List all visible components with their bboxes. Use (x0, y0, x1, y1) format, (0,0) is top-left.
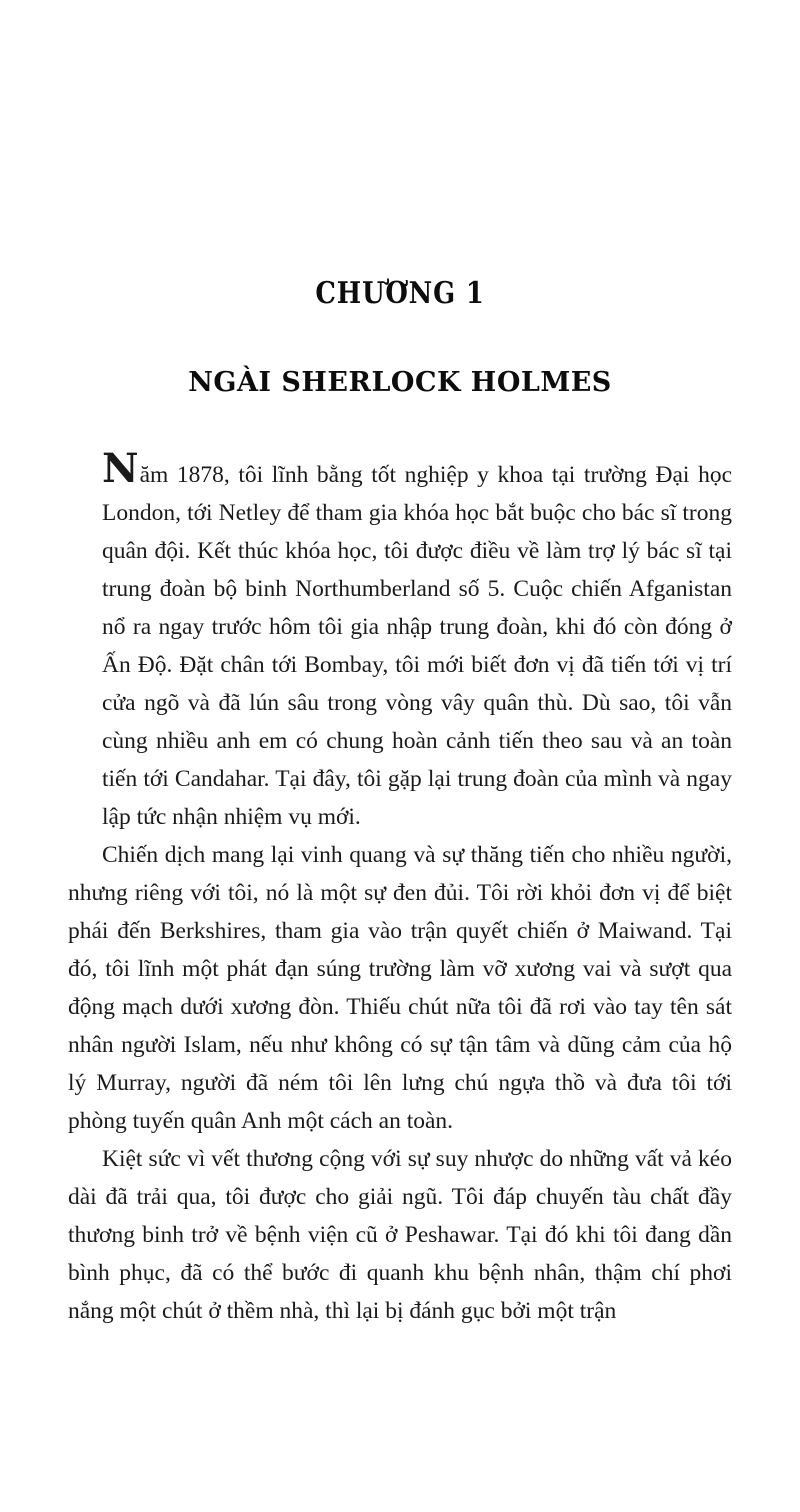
paragraph: Năm 1878, tôi lĩnh bằng tốt nghiệp y khoa tại trường Đại học London, tới Netley để tham gia khóa học bắt buộc cho bác sĩ trong quân đội. Kết thúc khóa học, tôi được điều về làm trợ lý bác sĩ tại trung đoàn bộ binh Northumberland số 5. Cuộc chiến Afganistan nổ ra ngay trước hôm tôi gia nhập trung đoàn, khi đó còn đóng ở Ấn Độ. Đặt chân tới Bombay, tôi mới biết đơn vị đã tiến tới vị trí cửa ngõ và đã lún sâu trong vòng vây quân thù. Dù sao, tôi vẫn cùng nhiều anh em có chung hoàn cảnh tiến theo sau và an toàn tiến tới Candahar. Tại đây, tôi gặp lại trung đoàn của mình và ngay lập tức nhận nhiệm vụ mới. (102, 445, 732, 830)
book-page (0, 276, 800, 1512)
chapter-number: CHƯƠNG 1 (315, 276, 485, 311)
body-text (68, 445, 732, 1330)
chapter-title: NGÀI SHERLOCK HOLMES (188, 367, 612, 398)
paragraph: Chiến dịch mang lại vinh quang và sự thăng tiến cho nhiều người, nhưng riêng với tôi, nó là một sự đen đủi. Tôi rời khỏi đơn vị để biệt phái đến Berkshires, tham gia vào trận quyết chiến ở Maiwand. Tại đó, tôi lĩnh một phát đạn súng trường làm vỡ xương vai và sượt qua động mạch dưới xương đòn. Thiếu chút nữa tôi đã rơi vào tay tên sát nhân người Islam, nếu như không có sự tận tâm và dũng cảm của hộ lý Murray, người đã ném tôi lên lưng chú ngựa thồ và đưa tôi tới phòng tuyến quân Anh một cách an toàn. (68, 842, 732, 1134)
paragraph: Kiệt sức vì vết thương cộng với sự suy nhược do những vất vả kéo dài đã trải qua, tôi được cho giải ngũ. Tôi đáp chuyến tàu chất đầy thương binh trở về bệnh viện cũ ở Peshawar. Tại đó khi tôi đang dần bình phục, đã có thể bước đi quanh khu bệnh nhân, thậm chí phơi nắng một chút ở thềm nhà, thì lại bị đánh gục bởi một trận (68, 1146, 732, 1324)
